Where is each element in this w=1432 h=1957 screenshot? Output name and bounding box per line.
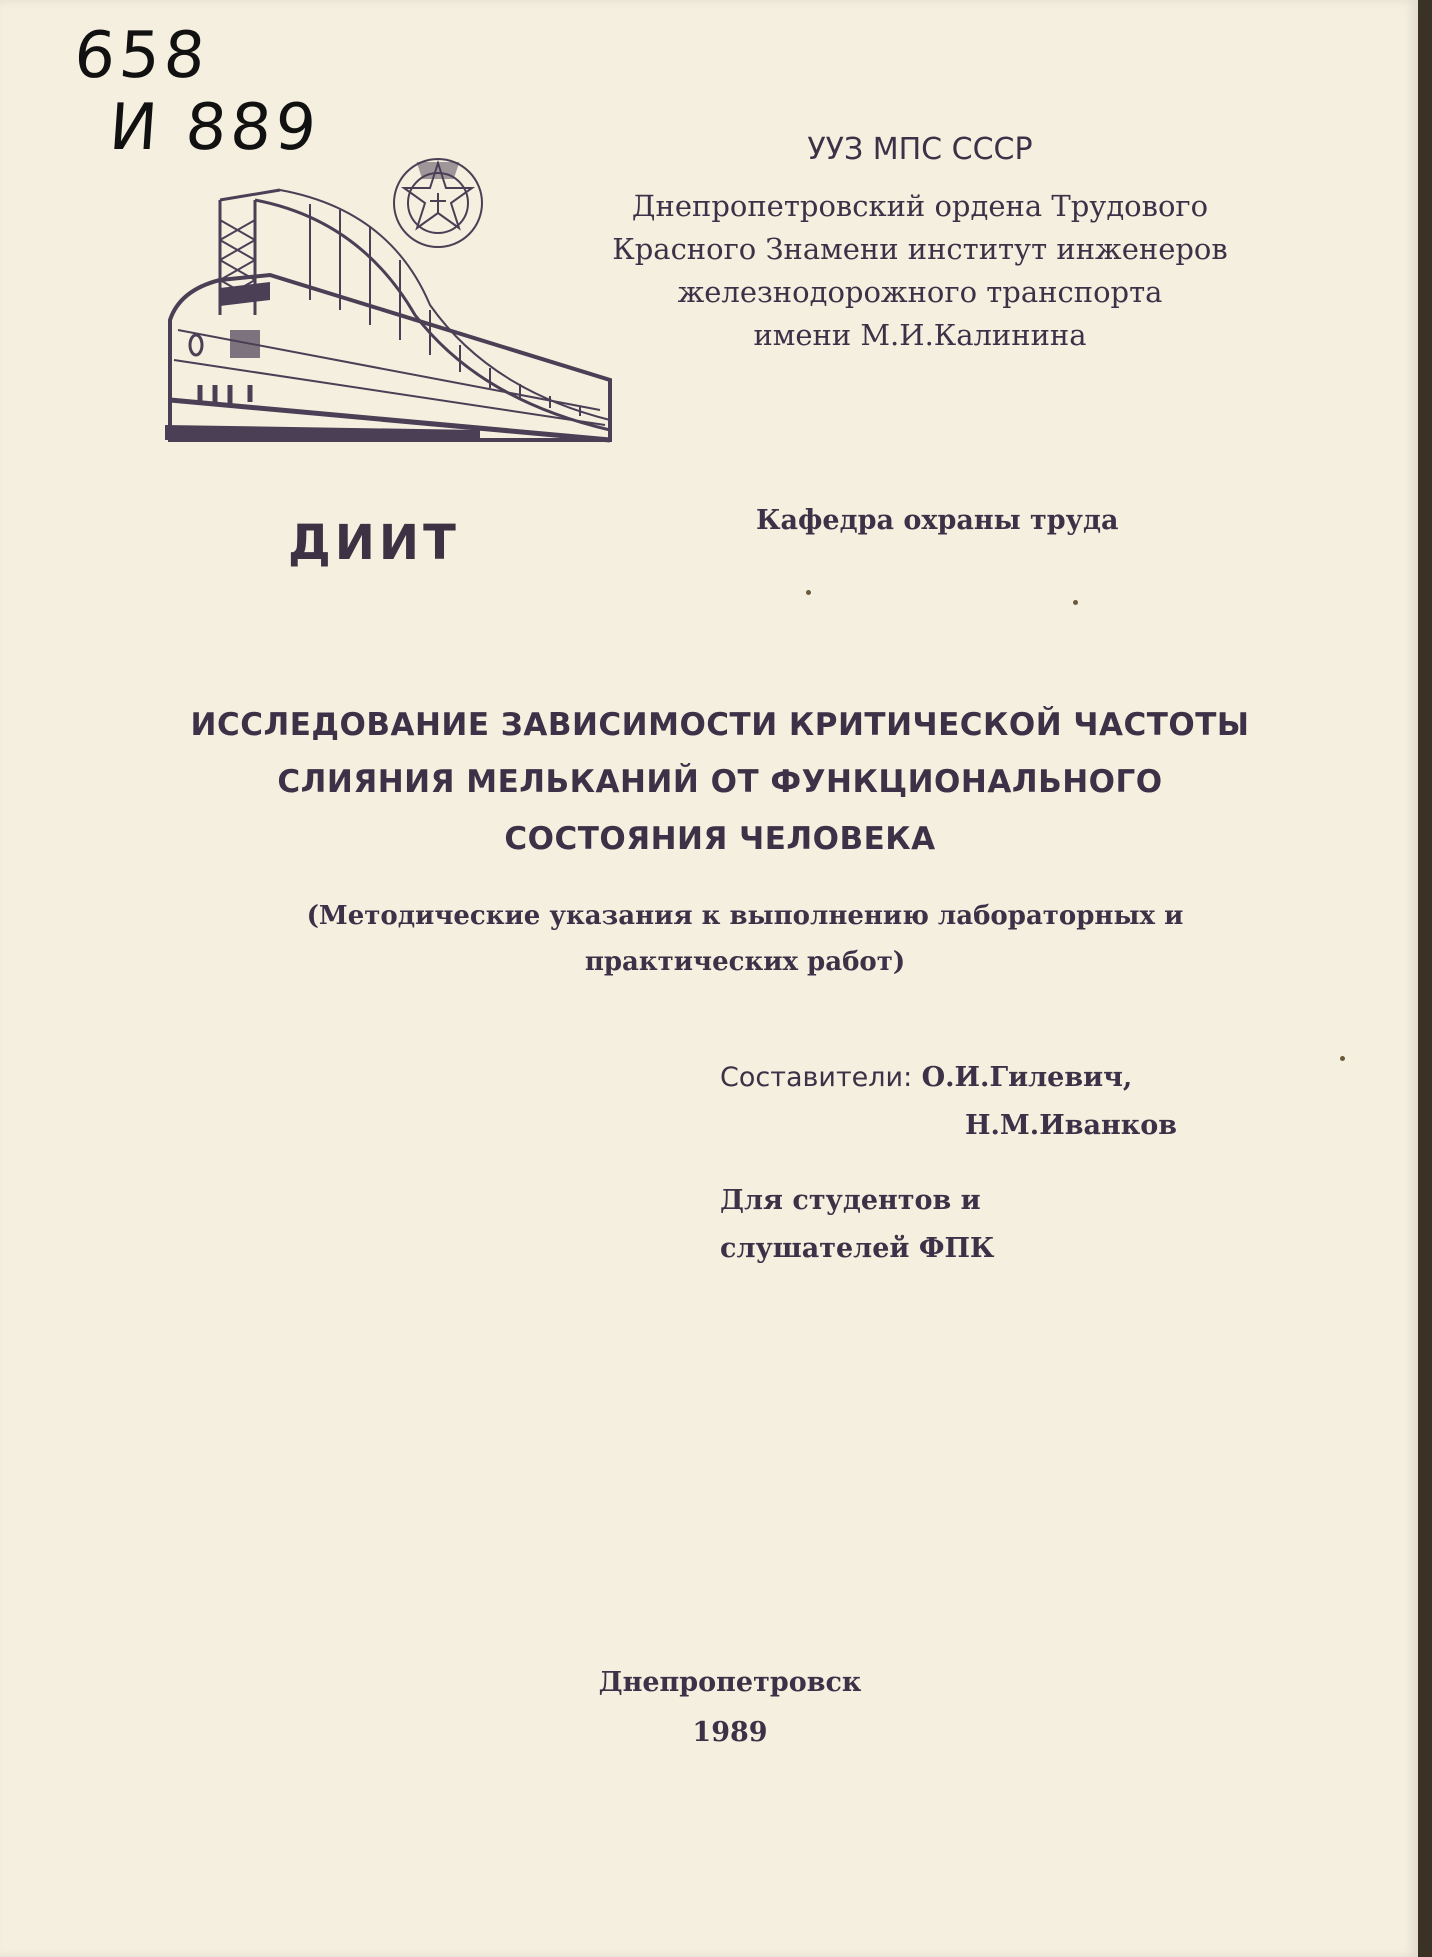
author-name: О.И.Гилевич,	[921, 1062, 1133, 1093]
imprint-city: Днепропетровск	[598, 1667, 862, 1698]
document-subtitle	[250, 893, 1240, 985]
scan-edge	[1418, 0, 1432, 1957]
department-name: Кафедра охраны труда	[756, 505, 1119, 536]
institute-name-line: имени М.И.Калинина	[753, 318, 1087, 352]
ministry-name: УУЗ МПС СССР	[807, 132, 1033, 167]
paper-speck	[1340, 1056, 1345, 1061]
order-medal-icon	[388, 143, 488, 263]
audience-line: Для студентов и	[720, 1185, 981, 1216]
paper-speck	[806, 590, 811, 595]
authors-block	[720, 1054, 1177, 1150]
imprint-year: 1989	[692, 1717, 768, 1748]
paper-speck	[1073, 600, 1078, 605]
institute-name-line: Красного Знамени институт инженеров	[612, 232, 1228, 266]
audience-block	[720, 1177, 995, 1273]
call-number-line-1: 658	[71, 19, 212, 93]
institute-name-line: железнодорожного транспорта	[677, 275, 1163, 309]
organization-block	[560, 128, 1280, 357]
document-title	[150, 697, 1290, 868]
logo-wordmark: ДИИТ	[288, 515, 460, 571]
institute-name-line: Днепропетровский ордена Трудового	[631, 189, 1209, 223]
subtitle-line: практических работ)	[584, 947, 906, 977]
title-line: СОСТОЯНИЯ ЧЕЛОВЕКА	[504, 821, 936, 857]
audience-line: слушателей ФПК	[720, 1233, 995, 1264]
title-line: СЛИЯНИЯ МЕЛЬКАНИЙ ОТ ФУНКЦИОНАЛЬНОГО	[277, 764, 1163, 800]
title-line: ИССЛЕДОВАНИЕ ЗАВИСИМОСТИ КРИТИЧЕСКОЙ ЧАСТОТЫ	[190, 707, 1250, 743]
call-number-line-2: И 889	[106, 91, 323, 165]
authors-label: Составители:	[720, 1062, 913, 1093]
imprint	[560, 1658, 900, 1758]
author-name: Н.М.Иванков	[965, 1110, 1177, 1141]
subtitle-line: (Методические указания к выполнению лабораторных и	[306, 901, 1184, 931]
